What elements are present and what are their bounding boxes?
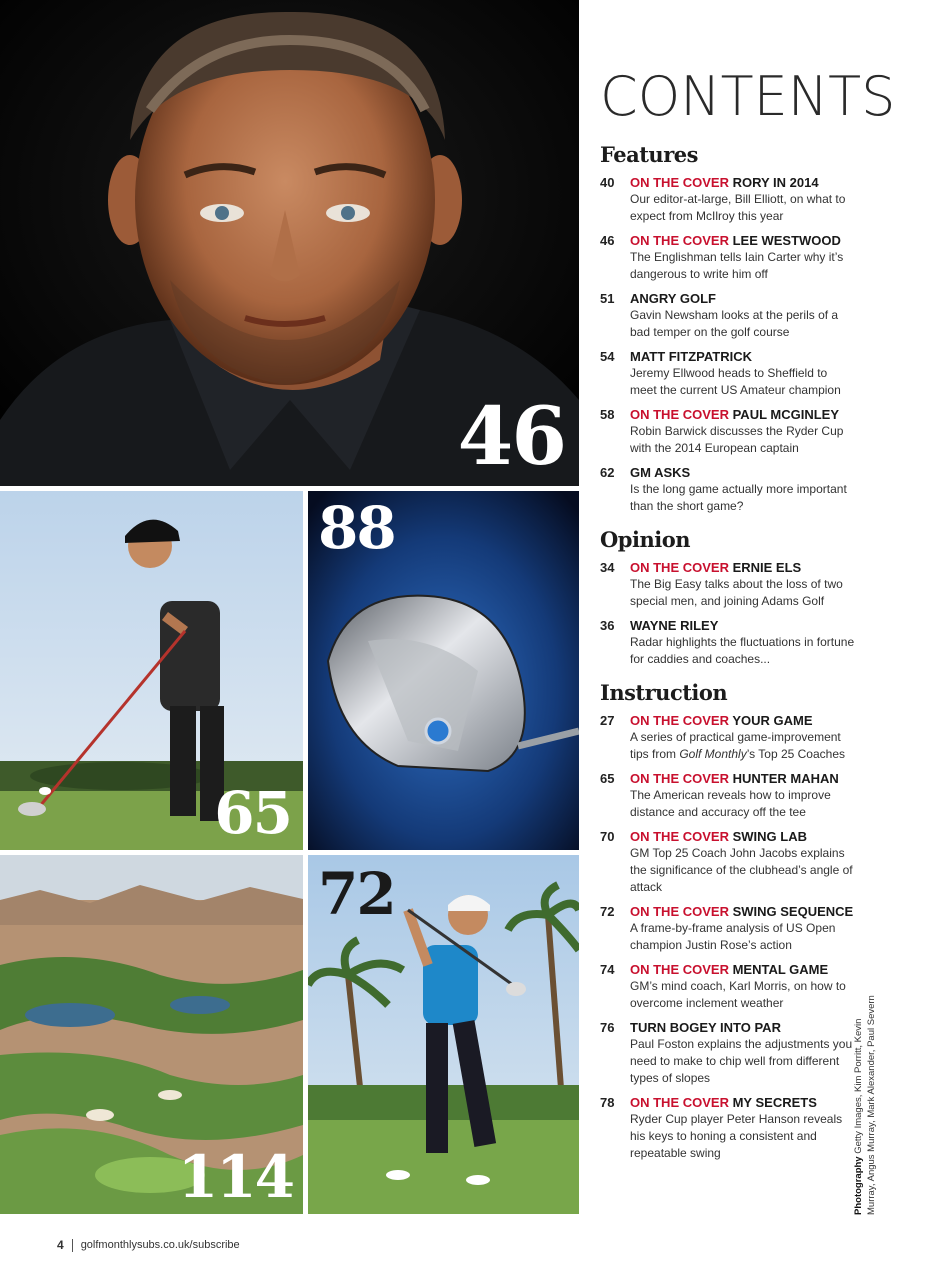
photo-page-number: 88: [318, 494, 395, 562]
on-the-cover-tag: ON THE COVER: [630, 771, 729, 786]
entry-heading: [630, 290, 855, 307]
credits-text: Getty Images, Kim Porritt, Kevin Murray, Angus Murray, Mark Alexander, Paul Severn: [853, 995, 877, 1215]
entry-heading: [630, 1094, 855, 1111]
entry-heading: [630, 348, 855, 365]
on-the-cover-tag: ON THE COVER: [630, 1095, 729, 1110]
contents-entry[interactable]: [600, 559, 855, 610]
entry-page-number: 54: [600, 349, 615, 364]
entry-page-number: 72: [600, 904, 615, 919]
entry-title: GM ASKS: [630, 465, 691, 480]
entry-description: Is the long game actually more important than the short game?: [630, 482, 847, 513]
entry-page-number: 34: [600, 560, 615, 575]
entry-heading: [630, 174, 855, 191]
entry-heading: [630, 961, 855, 978]
contents-entry[interactable]: [600, 903, 855, 954]
entry-description-part: A series of practical game-improvement tips from: [630, 730, 841, 761]
entry-description: Gavin Newsham looks at the perils of a bad temper on the golf course: [630, 308, 839, 339]
entry-title: SWING LAB: [732, 829, 807, 844]
entry-body: [630, 290, 855, 341]
contents-sections: [600, 144, 855, 1162]
subscribe-link[interactable]: golfmonthlysubs.co.uk/subscribe: [80, 1239, 240, 1251]
entry-description: Ryder Cup player Peter Hanson reveals his keys to honing a consistent and repeatable swing: [630, 1112, 843, 1160]
contents-entry[interactable]: [600, 174, 855, 225]
on-the-cover-tag: ON THE COVER: [630, 829, 729, 844]
contents-entry[interactable]: [600, 961, 855, 1012]
photo-page-number: 114: [177, 1143, 293, 1211]
entry-page-number: 65: [600, 771, 615, 786]
entry-title: ERNIE ELS: [732, 560, 802, 575]
section-heading: Features: [600, 142, 698, 167]
photo-page-number: 46: [457, 389, 565, 483]
on-the-cover-tag: ON THE COVER: [630, 560, 729, 575]
contents-entry[interactable]: [600, 770, 855, 821]
entry-page-number: 62: [600, 465, 615, 480]
photography-credits: [852, 985, 878, 1215]
entry-title: RORY IN 2014: [732, 175, 819, 190]
on-the-cover-tag: ON THE COVER: [630, 962, 729, 977]
entry-description: The American reveals how to improve distance and accuracy off the tee: [630, 788, 831, 819]
entry-page-number: 58: [600, 407, 615, 422]
entry-page-number: 51: [600, 291, 615, 306]
entry-title: ANGRY GOLF: [630, 291, 716, 306]
photo-page-number: 65: [214, 779, 291, 847]
entry-title: LEE WESTWOOD: [732, 233, 841, 248]
entry-heading: [630, 770, 855, 787]
credits-label: Photography: [853, 1156, 864, 1215]
entry-description: A frame-by-frame analysis of US Open champion Justin Rose’s action: [630, 921, 836, 952]
contents-entry[interactable]: [600, 712, 855, 763]
entry-page-number: 46: [600, 233, 615, 248]
entry-description: GM’s mind coach, Karl Morris, on how to overcome inclement weather: [630, 979, 846, 1010]
section-instruction: [600, 682, 855, 1162]
entry-body: [630, 1094, 855, 1162]
section-heading: Opinion: [600, 527, 690, 552]
entry-page-number: 36: [600, 618, 615, 633]
entry-body: [630, 348, 855, 399]
contents-entry[interactable]: [600, 406, 855, 457]
entry-description-part: ’s Top 25 Coaches: [746, 747, 845, 761]
on-the-cover-tag: ON THE COVER: [630, 407, 729, 422]
entry-page-number: 40: [600, 175, 615, 190]
contents-entry[interactable]: [600, 1094, 855, 1162]
contents-title: CONTENTS: [600, 65, 896, 128]
entry-title: WAYNE RILEY: [630, 618, 719, 633]
photo-driver-clubhead: [308, 491, 579, 850]
entry-description: [630, 729, 855, 763]
entry-heading: [630, 559, 855, 576]
entry-description: Radar highlights the fluctuations in fortune for caddies and coaches...: [630, 635, 855, 666]
entry-heading: [630, 903, 855, 920]
entry-heading: [630, 712, 855, 729]
entry-page-number: 74: [600, 962, 615, 977]
entry-heading: [630, 232, 855, 249]
entry-description-italic: Golf Monthly: [679, 747, 747, 761]
on-the-cover-tag: ON THE COVER: [630, 175, 729, 190]
entry-body: [630, 232, 855, 283]
entry-description: Paul Foston explains the adjustments you need to make to chip well from different types of slopes: [630, 1037, 853, 1085]
entry-body: [630, 464, 855, 515]
entry-title: MATT FITZPATRICK: [630, 349, 753, 364]
entry-description: The Englishman tells Iain Carter why it’s dangerous to write him off: [630, 250, 844, 281]
entry-page-number: 27: [600, 713, 615, 728]
entry-body: [630, 174, 855, 225]
footer-divider: [72, 1239, 73, 1252]
entry-body: [630, 559, 855, 610]
photo-lee-westwood-portrait: [0, 0, 579, 486]
entry-description: Robin Barwick discusses the Ryder Cup with the 2014 European captain: [630, 424, 844, 455]
section-opinion: [600, 529, 855, 668]
entry-description: The Big Easy talks about the loss of two special men, and joining Adams Golf: [630, 577, 843, 608]
entry-heading: [630, 406, 855, 423]
contents-entry[interactable]: [600, 290, 855, 341]
entry-body: [630, 617, 855, 668]
photo-desert-golf-course: [0, 855, 303, 1214]
entry-title: YOUR GAME: [732, 713, 813, 728]
contents-entry[interactable]: [600, 617, 855, 668]
entry-description: Our editor-at-large, Bill Elliott, on what to expect from McIlroy this year: [630, 192, 846, 223]
entry-title: MENTAL GAME: [732, 962, 829, 977]
footer-page-number: 4: [57, 1238, 64, 1252]
photo-page-number: 72: [318, 860, 395, 928]
entry-heading: [630, 617, 855, 634]
entry-body: [630, 406, 855, 457]
contents-entry[interactable]: [600, 828, 855, 896]
contents-entry[interactable]: [600, 232, 855, 283]
entry-body: [630, 1019, 855, 1087]
entry-body: [630, 903, 855, 954]
entry-body: [630, 712, 855, 763]
entry-title: TURN BOGEY INTO PAR: [630, 1020, 781, 1035]
contents-entry[interactable]: [600, 464, 855, 515]
entry-page-number: 70: [600, 829, 615, 844]
entry-heading: [630, 464, 855, 481]
on-the-cover-tag: ON THE COVER: [630, 233, 729, 248]
entry-description: Jeremy Ellwood heads to Sheffield to meet the current US Amateur champion: [630, 366, 841, 397]
entry-heading: [630, 1019, 855, 1036]
entry-title: MY SECRETS: [732, 1095, 817, 1110]
entry-title: SWING SEQUENCE: [732, 904, 854, 919]
entry-title: PAUL MCGINLEY: [732, 407, 840, 422]
entry-body: [630, 961, 855, 1012]
on-the-cover-tag: ON THE COVER: [630, 904, 729, 919]
page-footer: [57, 1238, 240, 1252]
contents-entry[interactable]: [600, 1019, 855, 1087]
entry-page-number: 78: [600, 1095, 615, 1110]
entry-body: [630, 828, 855, 896]
section-features: [600, 144, 855, 515]
section-heading: Instruction: [600, 680, 728, 705]
entry-body: [630, 770, 855, 821]
photo-justin-rose-swing: [308, 855, 579, 1214]
entry-page-number: 76: [600, 1020, 615, 1035]
entry-title: HUNTER MAHAN: [732, 771, 839, 786]
photo-hunter-mahan-swing: [0, 491, 303, 850]
entry-description: GM Top 25 Coach John Jacobs explains the significance of the clubhead’s angle of attack: [630, 846, 853, 894]
contents-entry[interactable]: [600, 348, 855, 399]
on-the-cover-tag: ON THE COVER: [630, 713, 729, 728]
entry-heading: [630, 828, 855, 845]
